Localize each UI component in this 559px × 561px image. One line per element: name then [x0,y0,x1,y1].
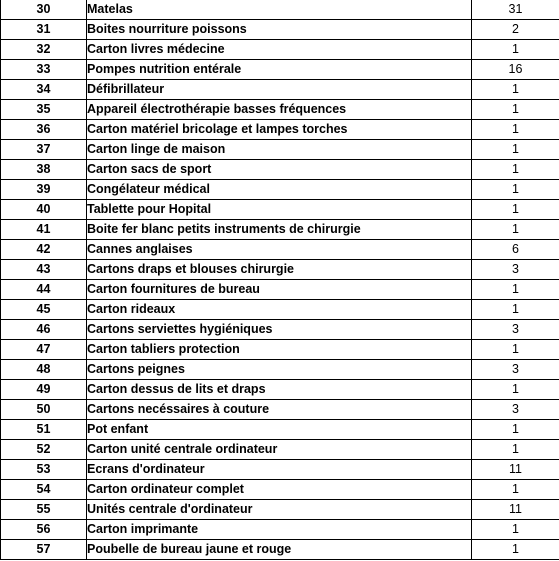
row-number-cell[interactable]: 49 [1,380,87,400]
item-description-cell[interactable]: Ecrans d'ordinateur [87,460,472,480]
quantity-cell[interactable]: 1 [472,440,559,460]
row-number-cell[interactable]: 50 [1,400,87,420]
row-number-cell[interactable]: 33 [1,60,87,80]
quantity-cell[interactable]: 1 [472,100,559,120]
item-description-cell[interactable]: Cartons necéssaires à couture [87,400,472,420]
row-number-cell[interactable]: 31 [1,20,87,40]
table-row [1,20,559,40]
row-number-cell[interactable]: 54 [1,480,87,500]
item-description-cell[interactable]: Poubelle de bureau jaune et rouge [87,540,472,560]
item-description-cell[interactable]: Tablette pour Hopital [87,200,472,220]
quantity-cell[interactable]: 3 [472,260,559,280]
table-row [1,380,559,400]
table-row [1,400,559,420]
item-description-cell[interactable]: Cartons serviettes hygiéniques [87,320,472,340]
item-description-cell[interactable]: Unités centrale d'ordinateur [87,500,472,520]
item-description-cell[interactable]: Carton ordinateur complet [87,480,472,500]
item-description-cell[interactable]: Carton rideaux [87,300,472,320]
row-number-cell[interactable]: 46 [1,320,87,340]
quantity-cell[interactable]: 11 [472,500,559,520]
quantity-cell[interactable]: 11 [472,460,559,480]
table-row [1,140,559,160]
row-number-cell[interactable]: 32 [1,40,87,60]
table-row [1,180,559,200]
item-description-cell[interactable]: Pompes nutrition entérale [87,60,472,80]
table-row [1,440,559,460]
table-row [1,460,559,480]
item-description-cell[interactable]: Carton livres médecine [87,40,472,60]
table-row [1,480,559,500]
quantity-cell[interactable]: 6 [472,240,559,260]
row-number-cell[interactable]: 39 [1,180,87,200]
quantity-cell[interactable]: 1 [472,120,559,140]
table-row [1,240,559,260]
row-number-cell[interactable]: 57 [1,540,87,560]
table-row [1,120,559,140]
item-description-cell[interactable]: Appareil électrothérapie basses fréquences [87,100,472,120]
item-description-cell[interactable]: Carton fournitures de bureau [87,280,472,300]
row-number-cell[interactable]: 53 [1,460,87,480]
table-row [1,60,559,80]
item-description-cell[interactable]: Carton unité centrale ordinateur [87,440,472,460]
quantity-cell[interactable]: 1 [472,540,559,560]
quantity-cell[interactable]: 1 [472,340,559,360]
quantity-cell[interactable]: 3 [472,360,559,380]
quantity-cell[interactable]: 1 [472,220,559,240]
item-description-cell[interactable]: Carton imprimante [87,520,472,540]
quantity-cell[interactable]: 1 [472,480,559,500]
table-row [1,40,559,60]
quantity-cell[interactable]: 1 [472,280,559,300]
row-number-cell[interactable]: 35 [1,100,87,120]
quantity-cell[interactable]: 1 [472,520,559,540]
quantity-cell[interactable]: 3 [472,400,559,420]
quantity-cell[interactable]: 1 [472,80,559,100]
table-row [1,80,559,100]
row-number-cell[interactable]: 36 [1,120,87,140]
item-description-cell[interactable]: Carton dessus de lits et draps [87,380,472,400]
table-row [1,420,559,440]
row-number-cell[interactable]: 37 [1,140,87,160]
table-row [1,520,559,540]
quantity-cell[interactable]: 3 [472,320,559,340]
table-row [1,100,559,120]
item-description-cell[interactable]: Boites nourriture poissons [87,20,472,40]
row-number-cell[interactable]: 55 [1,500,87,520]
table-row [1,280,559,300]
row-number-cell[interactable]: 30 [1,0,87,20]
table-row [1,500,559,520]
row-number-cell[interactable]: 51 [1,420,87,440]
row-number-cell[interactable]: 34 [1,80,87,100]
row-number-cell[interactable]: 52 [1,440,87,460]
quantity-cell[interactable]: 1 [472,180,559,200]
table-row [1,220,559,240]
table-row [1,320,559,340]
item-description-cell[interactable]: Défibrillateur [87,80,472,100]
table-row [1,340,559,360]
item-description-cell[interactable]: Carton sacs de sport [87,160,472,180]
item-description-cell[interactable]: Cartons draps et blouses chirurgie [87,260,472,280]
item-description-cell[interactable]: Carton matériel bricolage et lampes torches [87,120,472,140]
row-number-cell[interactable]: 44 [1,280,87,300]
row-number-cell[interactable]: 48 [1,360,87,380]
table-row [1,300,559,320]
quantity-cell[interactable]: 1 [472,140,559,160]
row-number-cell[interactable]: 43 [1,260,87,280]
table-row [1,200,559,220]
row-number-cell[interactable]: 38 [1,160,87,180]
quantity-cell[interactable]: 31 [472,0,559,20]
inventory-table-body [1,0,559,560]
table-row [1,0,559,20]
item-description-cell[interactable]: Matelas [87,0,472,20]
quantity-cell[interactable]: 1 [472,160,559,180]
quantity-cell[interactable]: 1 [472,380,559,400]
item-description-cell[interactable]: Congélateur médical [87,180,472,200]
item-description-cell[interactable]: Carton tabliers protection [87,340,472,360]
table-row [1,160,559,180]
table-row [1,260,559,280]
item-description-cell[interactable]: Boite fer blanc petits instruments de chirurgie [87,220,472,240]
row-number-cell[interactable]: 42 [1,240,87,260]
quantity-cell[interactable]: 1 [472,40,559,60]
item-description-cell[interactable]: Carton linge de maison [87,140,472,160]
row-number-cell[interactable]: 41 [1,220,87,240]
quantity-cell[interactable]: 16 [472,60,559,80]
item-description-cell[interactable]: Cartons peignes [87,360,472,380]
quantity-cell[interactable]: 1 [472,200,559,220]
quantity-cell[interactable]: 1 [472,420,559,440]
table-row [1,360,559,380]
table-row [1,540,559,560]
item-description-cell[interactable]: Pot enfant [87,420,472,440]
row-number-cell[interactable]: 47 [1,340,87,360]
row-number-cell[interactable]: 40 [1,200,87,220]
quantity-cell[interactable]: 1 [472,300,559,320]
row-number-cell[interactable]: 45 [1,300,87,320]
item-description-cell[interactable]: Cannes anglaises [87,240,472,260]
row-number-cell[interactable]: 56 [1,520,87,540]
quantity-cell[interactable]: 2 [472,20,559,40]
